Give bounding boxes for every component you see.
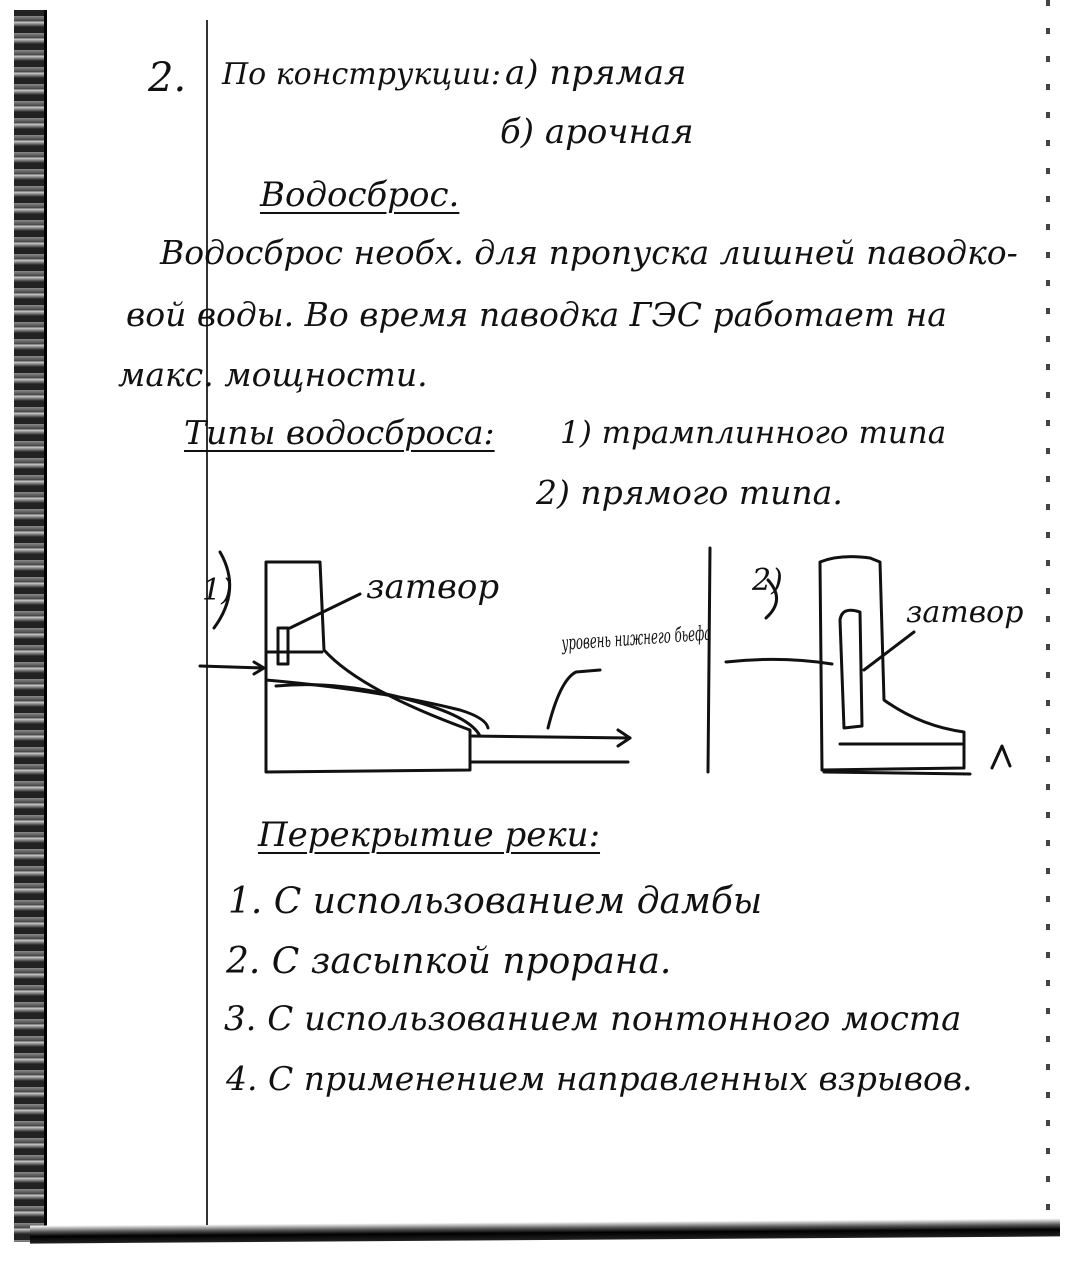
fig1-tailwater-pointer (548, 670, 600, 728)
spillway-text-line-3: макс. мощности. (118, 355, 428, 394)
construction-option-b: б) арочная (500, 112, 694, 152)
figure-separator (708, 548, 710, 772)
fig2-mark (992, 746, 1010, 768)
fig1-gate (278, 628, 288, 664)
fig2-gate-label: затвор (906, 595, 1024, 630)
fig2-ground-line (824, 772, 970, 774)
fig1-tailwater-top (470, 736, 630, 738)
spillway-diagram (180, 540, 1050, 800)
spillway-type-1: 1) трамплинного типа (560, 415, 947, 451)
fig1-number: 1) (202, 573, 233, 608)
construction-option-a: а) прямая (505, 53, 687, 93)
fig2-number: 2) (752, 563, 783, 598)
tailwater-label: уровень нижнего бьефа (560, 613, 817, 655)
notebook-binding (14, 10, 47, 1242)
fig1-gate-pointer (290, 594, 360, 628)
section-number: 2. (148, 55, 187, 101)
fig1-spill-channel-top (266, 680, 488, 728)
spillway-types-label: Типы водосброса: (184, 413, 495, 452)
fig1-inflow-arrow (200, 666, 264, 668)
spillway-type-2: 2) прямого типа. (536, 473, 843, 512)
page-bottom-edge (30, 1218, 1060, 1243)
river-closure-item-3: 3. С использованием понтонного моста (224, 999, 962, 1039)
fig2-shaft (840, 610, 862, 728)
construction-label: По конструкции: (222, 57, 501, 92)
fig1-gate-label: затвор (366, 567, 500, 607)
spillway-text-line-1: Водосброс необх. для пропуска лишней паводко- (160, 233, 1018, 272)
river-closure-item-4: 4. С применением направленных взрывов. (226, 1059, 973, 1098)
fig2-inflow-line (726, 659, 832, 664)
spillway-text-line-2: вой воды. Во время паводка ГЭС работает на (126, 295, 947, 334)
spillway-heading: Водосброс. (260, 175, 460, 215)
fig2-gate-pointer (864, 632, 914, 670)
river-closure-item-2: 2. С засыпкой прорана. (226, 941, 672, 982)
river-closure-heading: Перекрытие реки: (258, 815, 601, 855)
river-closure-item-1: 1. С использованием дамбы (228, 881, 763, 922)
fig1-spill-channel-bottom (276, 685, 480, 736)
